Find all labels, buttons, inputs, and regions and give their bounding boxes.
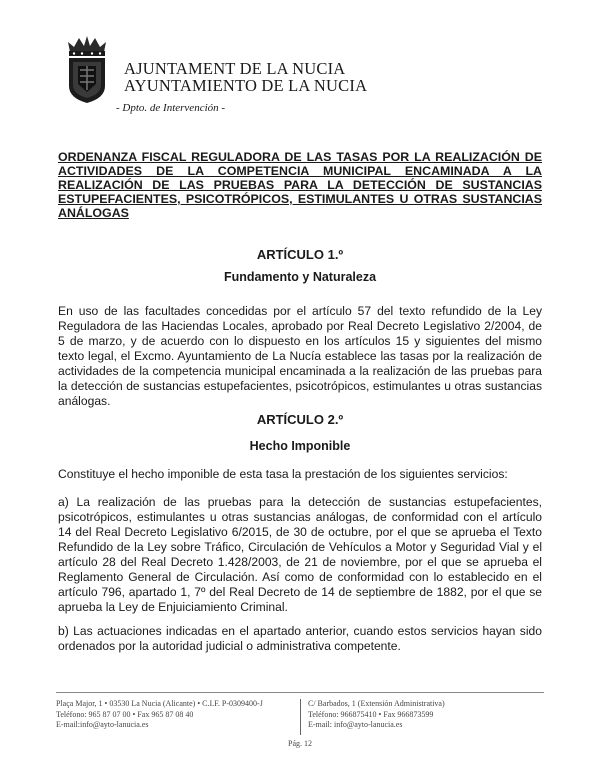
footer-divider xyxy=(300,699,301,735)
department-label: - Dpto. de Intervención - xyxy=(116,102,226,114)
footer-email-line: E-mail:info@ayto-lanucia.es xyxy=(56,720,149,729)
municipal-crest-icon xyxy=(64,34,110,104)
page-footer xyxy=(56,692,544,745)
article-1-paragraph: En uso de las facultades concedidas por el artículo 57 del texto refundido de la Ley Reguladora de las Haciendas Locales, aprobado por Real Decreto Legislativo 2/2004, de 5 de marzo, y de acuerdo con lo dispuesto en los artículos 15 y siguientes del mismo texto legal, el Excmo. Ayuntamiento de La Nucía establece las tasas por la realización de actividades de la competencia municipal encaminada a la realización de las pruebas para la detección de sustancias estupefacientes, psicotrópicos, estimulantes u otras sustancias análogas. xyxy=(58,304,542,408)
article-2-heading: ARTÍCULO 2.º xyxy=(256,412,344,427)
document-title: ORDENANZA FISCAL REGULADORA DE LAS TASAS POR LA REALIZACIÓN DE ACTIVIDADES DE LA COMPETENCIA MUNICIPAL ENCAMINADA A LA REALIZACIÓN DE LAS PRUEBAS PARA LA DETECCIÓN DE SUSTANCIAS ESTUPEFACIENTES, PSICOTRÓPICOS, ESTIMULANTES U OTRAS SUSTANCIAS ANÁLOGAS xyxy=(58,150,542,220)
article-2-item-b: b) Las actuaciones indicadas en el apartado anterior, cuando estos servicios hayan sido ordenados por la autoridad judicial o administrativa competente. xyxy=(58,624,542,653)
article-2-subheading: Hecho Imponible xyxy=(249,439,351,453)
footer-address-main xyxy=(56,699,292,731)
org-name-valencian: AJUNTAMENT DE LA NUCIA xyxy=(124,59,346,78)
article-1-heading: ARTÍCULO 1.º xyxy=(256,247,344,262)
article-2-intro: Constituye el hecho imponible de esta tasa la prestación de los siguientes servicios: xyxy=(58,467,508,481)
footer-ext-address-line: C/ Barbados, 1 (Extensión Administrativa) xyxy=(308,699,445,708)
footer-ext-phone-line: Teléfono: 966875410 • Fax 966873599 xyxy=(308,709,434,719)
page-number: Pág. 12 xyxy=(288,739,312,748)
article-1-subheading: Fundamento y Naturaleza xyxy=(223,270,377,284)
org-name-spanish: AYUNTAMIENTO DE LA NUCIA xyxy=(124,76,368,95)
article-2-item-a: a) La realización de las pruebas para la detección de sustancias estupefacientes, psicotrópicos, estimulantes u otras sustancias análogas, de conformidad con el artículo 14 del Real Decreto Legislativo 6/2015, de 30 de octubre, por el que se aprueba el Texto Refundido de la Ley sobre Tráfico, Circulación de Vehículos a Motor y Seguridad Vial y el artículo 28 del Real Decreto 1.428/2003, de 21 de noviembre, por el que se aprueba el Reglamento General de Circulación. Así como de conformidad con lo establecido en el artículo 796, apartado 1, 7º del Real Decreto de 14 de septiembre de 1882, por el que se aprueba la Ley de Enjuiciamiento Criminal. xyxy=(58,495,542,614)
footer-phone-line: Teléfono: 965 87 07 00 • Fax 965 87 08 40 xyxy=(56,709,194,719)
footer-address-extension xyxy=(308,699,544,731)
footer-ext-email-line: E-mail: info@ayto-lanucia.es xyxy=(308,720,403,729)
footer-address-line: Plaça Major, 1 • 03530 La Nucia (Alicante) • C.I.F. P-0309400-J xyxy=(56,699,263,708)
organization-names xyxy=(124,60,367,94)
